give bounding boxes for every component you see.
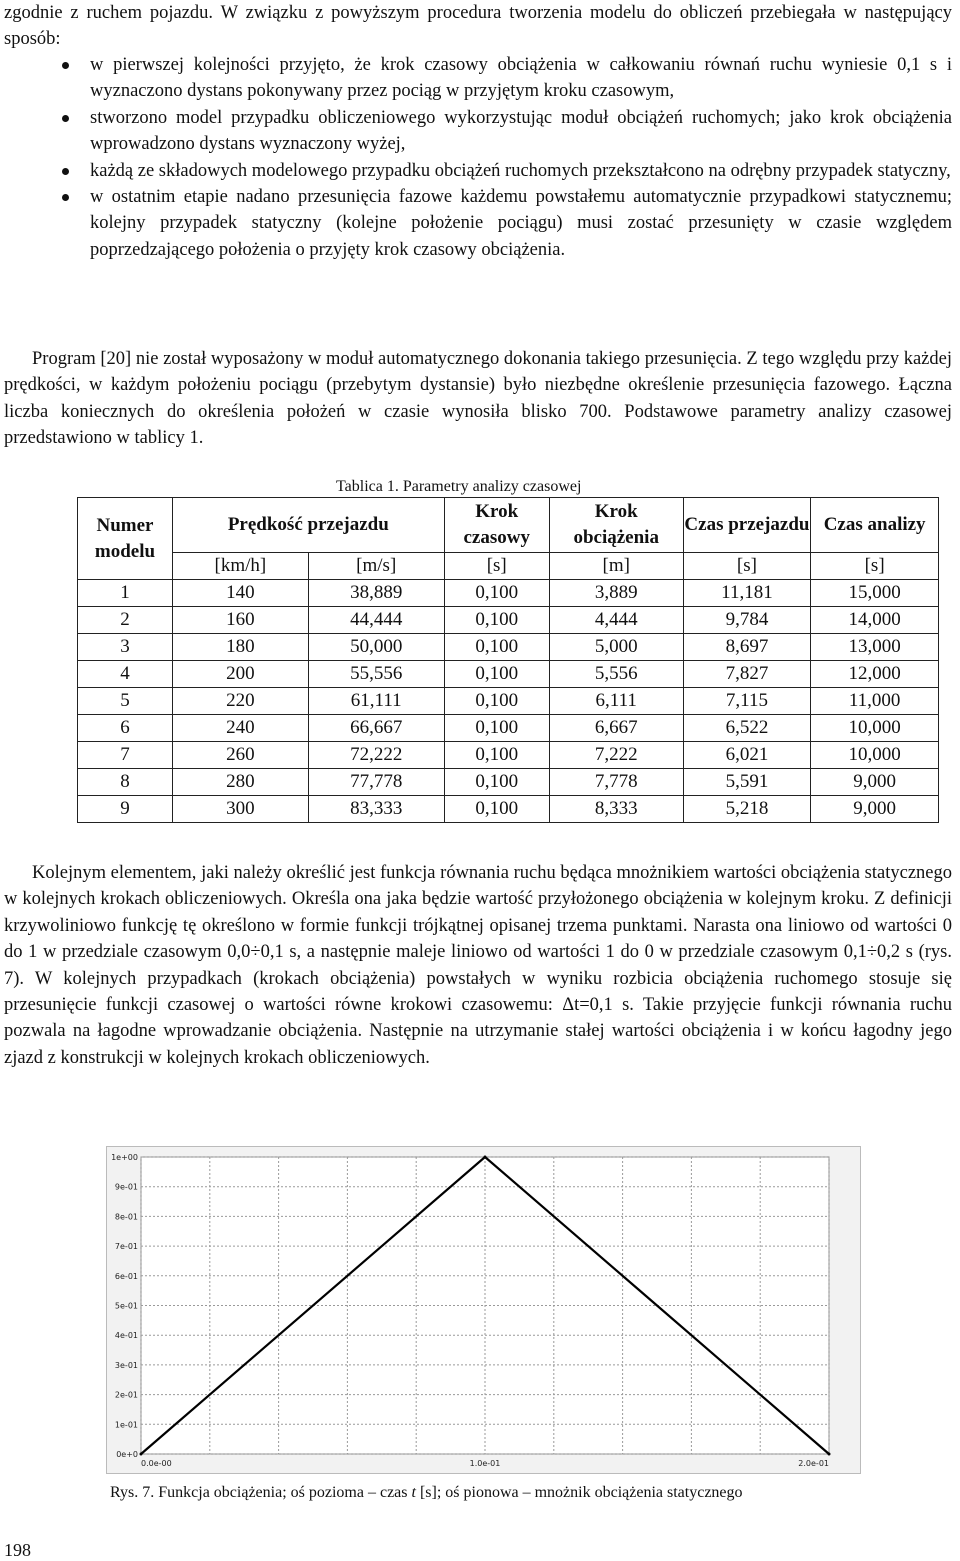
table-cell: 260 <box>172 742 308 769</box>
table-cell: 8,697 <box>683 634 811 661</box>
data-point <box>140 1453 143 1456</box>
table-cell: 0,100 <box>444 715 549 742</box>
table-cell: 0,100 <box>444 661 549 688</box>
list-item: każdą ze składowych modelowego przypadku obciążeń ruchomych przekształcono na odrębny przypadek statyczny, <box>0 158 952 184</box>
table-units-row <box>78 553 939 580</box>
table-row <box>78 607 939 634</box>
paragraph-load-function: Kolejnym elementem, jaki należy określić jest funkcja równania ruchu będąca mnożnikiem wartości obciążenia statycznego w kolejnych krokach obliczeniowych. Określa ona jaka będzie wartość przyłożonego obciążenia w kolejnym kroku. Z definicji krzywoliniowo funkcję tę określono w formie funkcji trójkątnej opisanej trzema punktami. Narasta ona liniowo od wartości 0 do 1 w przedziale czasowym 0,0÷0,1 s, a następnie maleje liniowo od wartości 1 do 0 w przedziale czasowym 0,1÷0,2 s (rys. 7). W kolejnych przypadkach (krokach obciążenia) powstałych w wyniku rozbicia obciążenia ruchomego stosuje się przesunięcie funkcji czasowej o wartości równe krokowi czasowemu: Δt=0,1 s. Takie przyjęcie funkcji równania ruchu pozwala na łagodne wprowadzanie obciążenia. Następnie na utrzymanie stałej wartości obciążenia i w końcu łagodny jego zjazd z konstrukcji w kolejnych krokach obliczeniowych. <box>4 863 952 1068</box>
table-cell: 6,667 <box>549 715 683 742</box>
figure-caption <box>110 1484 743 1502</box>
y-tick-label: 4e-01 <box>114 1331 138 1341</box>
table-cell: 9 <box>78 796 173 823</box>
y-tick-label: 2e-01 <box>114 1390 138 1400</box>
unit-cell: [km/h] <box>172 553 308 580</box>
y-tick-label: 6e-01 <box>114 1271 138 1281</box>
table-cell: 10,000 <box>811 715 939 742</box>
table-cell: 5 <box>78 688 173 715</box>
y-tick-label: 9e-01 <box>114 1182 138 1192</box>
table-cell: 140 <box>172 580 308 607</box>
page-number: 198 <box>4 1540 31 1560</box>
x-tick-label: 1.0e-01 <box>469 1459 501 1468</box>
table-cell: 72,222 <box>308 742 444 769</box>
table-cell: 0,100 <box>444 769 549 796</box>
table-cell: 180 <box>172 634 308 661</box>
table-cell: 55,556 <box>308 661 444 688</box>
table-cell: 15,000 <box>811 580 939 607</box>
table-cell: 6,111 <box>549 688 683 715</box>
table-row <box>78 661 939 688</box>
table-cell: 0,100 <box>444 580 549 607</box>
table-cell: 6,522 <box>683 715 811 742</box>
data-point <box>828 1453 831 1456</box>
x-tick-label: 2.0e-01 <box>798 1459 829 1468</box>
parameters-table <box>77 497 939 823</box>
table-cell: 0,100 <box>444 634 549 661</box>
header-model: Numer modelu <box>78 498 173 580</box>
table-cell: 280 <box>172 769 308 796</box>
table-cell: 3 <box>78 634 173 661</box>
data-point <box>484 1156 487 1159</box>
table-row <box>78 715 939 742</box>
table-cell: 7,827 <box>683 661 811 688</box>
table-cell: 4,444 <box>549 607 683 634</box>
table-cell: 5,000 <box>549 634 683 661</box>
table-cell: 44,444 <box>308 607 444 634</box>
header-time-step: Krok czasowy <box>444 498 549 553</box>
table-cell: 61,111 <box>308 688 444 715</box>
table-cell: 11,181 <box>683 580 811 607</box>
paragraph-program: Program [20] nie został wyposażony w moduł automatycznego dokonania takiego przesunięcia. Z tego względu przy każdej prędkości, w każdym położeniu pociągu (przebytym dystansie) było niezbędne określenie przesunięcia fazowego. Łączna liczba koniecznych do określenia położeń w czasie wynosiła blisko 700. Podstawowe parametry analizy czasowej przedstawiono w tablicy 1. <box>4 349 952 449</box>
table-cell: 66,667 <box>308 715 444 742</box>
table-cell: 83,333 <box>308 796 444 823</box>
list-item: w ostatnim etapie nadano przesunięcia fazowe każdemu powstałemu automatycznie przypadkowi statycznemu; kolejny przypadek statyczny (kolejne położenie pociągu) musi zostać przesunięty w czasie względem poprzedzającego położenia o przyjęty krok czasowy obciążenia. <box>0 184 952 263</box>
table-cell: 7,778 <box>549 769 683 796</box>
table-cell: 5,556 <box>549 661 683 688</box>
table-cell: 11,000 <box>811 688 939 715</box>
list-item: w pierwszej kolejności przyjęto, że krok czasowy obciążenia w całkowaniu równań ruchu wyniesie 0,1 s i wyznaczono dystans pokonywany przez pociąg w przyjętym kroku czasowym, <box>0 52 952 105</box>
unit-cell: [s] <box>444 553 549 580</box>
y-tick-label: 8e-01 <box>114 1212 138 1222</box>
procedure-list <box>0 52 952 263</box>
table-cell: 12,000 <box>811 661 939 688</box>
table-row <box>78 580 939 607</box>
table-caption: Tablica 1. Parametry analizy czasowej <box>336 478 582 495</box>
table-cell: 240 <box>172 715 308 742</box>
header-pass-time: Czas przejazdu <box>683 498 811 553</box>
y-tick-label: 0e+0 <box>116 1450 138 1459</box>
table-cell: 50,000 <box>308 634 444 661</box>
load-function-chart <box>106 1146 861 1474</box>
table-cell: 0,100 <box>444 607 549 634</box>
table-cell: 9,000 <box>811 769 939 796</box>
table-cell: 14,000 <box>811 607 939 634</box>
table-header-row <box>78 498 939 553</box>
table-cell: 5,591 <box>683 769 811 796</box>
table-row <box>78 688 939 715</box>
header-load-step: Krok obciążenia <box>549 498 683 553</box>
table-cell: 0,100 <box>444 796 549 823</box>
table-cell: 5,218 <box>683 796 811 823</box>
table-cell: 8 <box>78 769 173 796</box>
table-cell: 4 <box>78 661 173 688</box>
table-cell: 7 <box>78 742 173 769</box>
table-cell: 200 <box>172 661 308 688</box>
unit-cell: [m] <box>549 553 683 580</box>
y-tick-label: 5e-01 <box>114 1301 138 1311</box>
y-tick-label: 1e-01 <box>114 1420 138 1430</box>
table-cell: 0,100 <box>444 688 549 715</box>
table-cell: 10,000 <box>811 742 939 769</box>
unit-cell: [m/s] <box>308 553 444 580</box>
figure-caption-prefix: Rys. 7. Funkcja obciążenia; oś pozioma – czas <box>110 1484 412 1501</box>
table-row <box>78 796 939 823</box>
table-cell: 9,784 <box>683 607 811 634</box>
table-body <box>78 580 939 823</box>
table-row <box>78 769 939 796</box>
table-cell: 300 <box>172 796 308 823</box>
figure-caption-suffix: [s]; oś pionowa – mnożnik obciążenia statycznego <box>415 1484 743 1501</box>
table-cell: 7,115 <box>683 688 811 715</box>
y-tick-label: 7e-01 <box>114 1242 138 1252</box>
table-cell: 9,000 <box>811 796 939 823</box>
table-cell: 1 <box>78 580 173 607</box>
table-row <box>78 634 939 661</box>
table-cell: 6,021 <box>683 742 811 769</box>
y-tick-label: 3e-01 <box>114 1360 138 1370</box>
table-cell: 220 <box>172 688 308 715</box>
table-cell: 77,778 <box>308 769 444 796</box>
unit-cell: [s] <box>683 553 811 580</box>
y-tick-label: 1e+00 <box>111 1153 138 1162</box>
table-cell: 0,100 <box>444 742 549 769</box>
unit-cell: [s] <box>811 553 939 580</box>
figure-caption-var: t <box>411 1484 416 1501</box>
table-row <box>78 742 939 769</box>
list-item: stworzono model przypadku obliczeniowego wykorzystując moduł obciążeń ruchomych; jako krok obciążenia wprowadzono dystans wyznaczony wyżej, <box>0 105 952 158</box>
intro-paragraph: zgodnie z ruchem pojazdu. W związku z powyższym procedura tworzenia modelu do obliczeń przebiegała w następujący sposób: <box>4 3 952 50</box>
table-cell: 13,000 <box>811 634 939 661</box>
table-cell: 3,889 <box>549 580 683 607</box>
table-cell: 8,333 <box>549 796 683 823</box>
table-cell: 6 <box>78 715 173 742</box>
header-analysis-time: Czas analizy <box>811 498 939 553</box>
table-cell: 160 <box>172 607 308 634</box>
table-cell: 7,222 <box>549 742 683 769</box>
x-tick-label: 0.0e-00 <box>141 1459 172 1468</box>
table-cell: 2 <box>78 607 173 634</box>
chart-svg <box>107 1147 860 1473</box>
table-cell: 38,889 <box>308 580 444 607</box>
header-speed: Prędkość przejazdu <box>172 498 444 553</box>
